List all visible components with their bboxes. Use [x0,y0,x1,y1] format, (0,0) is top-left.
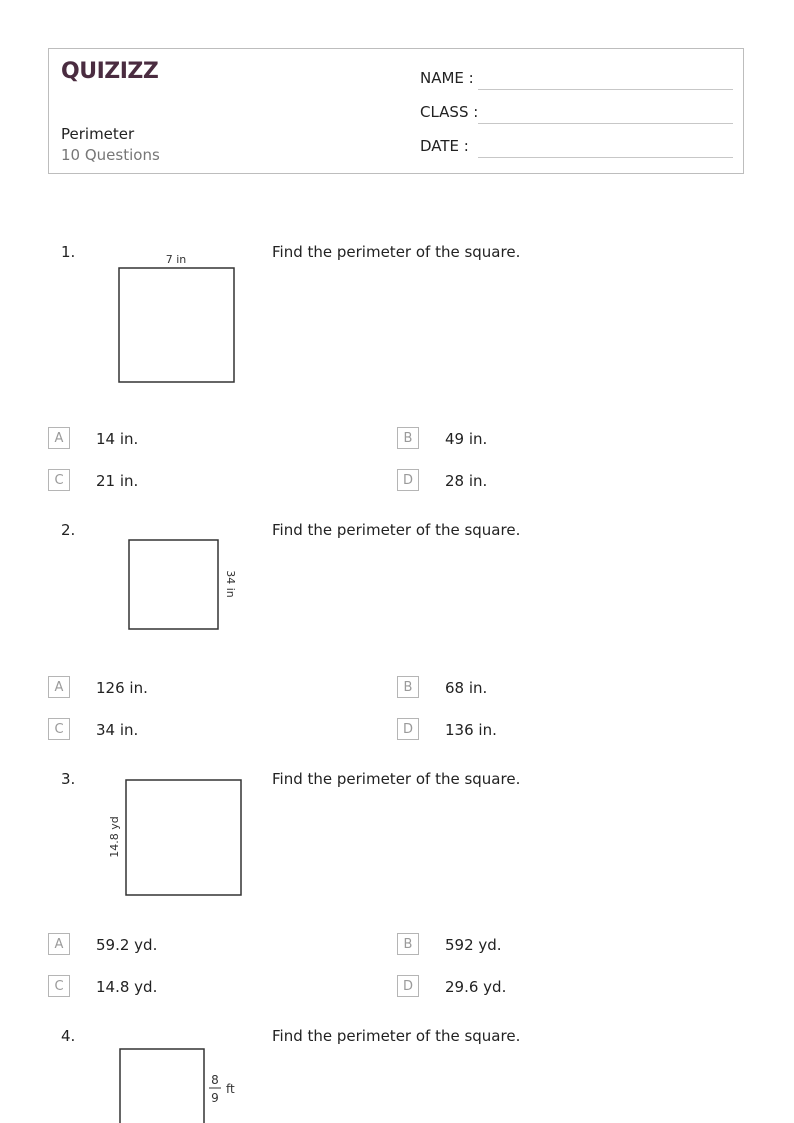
option-a-box[interactable]: A [48,933,70,955]
question-number: 4. [61,1027,76,1045]
class-line[interactable] [478,123,733,124]
option-c-box[interactable]: C [48,718,70,740]
square-shape [126,780,241,895]
side-length-label: 34 in [224,570,237,598]
option-b-text: 49 in. [445,430,488,448]
question-number: 2. [61,521,76,539]
option-d-text: 28 in. [445,472,488,490]
date-label: DATE : [420,137,469,155]
square-figure [96,246,256,388]
option-d-box[interactable]: D [397,975,419,997]
square-figure [96,1044,256,1123]
option-a-text: 126 in. [96,679,148,697]
option-c-text: 21 in. [96,472,139,490]
option-b-box[interactable]: B [397,427,419,449]
option-b-box[interactable]: B [397,933,419,955]
fraction-numerator: 8 [211,1073,219,1087]
question-text: Find the perimeter of the square. [272,243,521,261]
question-number: 3. [61,770,76,788]
side-length-label: 7 in [165,253,187,266]
class-label: CLASS : [420,103,479,121]
option-d-box[interactable]: D [397,718,419,740]
option-d-box[interactable]: D [397,469,419,491]
name-label: NAME : [420,69,474,87]
worksheet-title: Perimeter [61,125,135,143]
option-b-text: 68 in. [445,679,488,697]
name-line[interactable] [478,89,733,90]
option-a-text: 59.2 yd. [96,936,158,954]
unit-label: ft [226,1082,235,1096]
question-count: 10 Questions [61,146,160,164]
option-b-box[interactable]: B [397,676,419,698]
fraction-denominator: 9 [211,1091,219,1105]
square-shape [119,268,234,382]
option-b-text: 592 yd. [445,936,502,954]
worksheet-header [48,48,744,174]
option-c-box[interactable]: C [48,469,70,491]
option-d-text: 136 in. [445,721,497,739]
square-shape [129,540,218,629]
question-text: Find the perimeter of the square. [272,521,521,539]
option-c-text: 34 in. [96,721,139,739]
square-shape [120,1049,204,1123]
option-a-box[interactable]: A [48,427,70,449]
quizizz-logo: QUIZIZZ [61,59,159,84]
side-length-label: 14.8 yd [108,816,121,858]
date-line[interactable] [478,157,733,158]
question-text: Find the perimeter of the square. [272,1027,521,1045]
question-text: Find the perimeter of the square. [272,770,521,788]
option-c-box[interactable]: C [48,975,70,997]
square-figure [96,775,256,901]
option-c-text: 14.8 yd. [96,978,158,996]
question-number: 1. [61,243,76,261]
square-figure [96,536,256,636]
option-a-box[interactable]: A [48,676,70,698]
option-d-text: 29.6 yd. [445,978,507,996]
option-a-text: 14 in. [96,430,139,448]
